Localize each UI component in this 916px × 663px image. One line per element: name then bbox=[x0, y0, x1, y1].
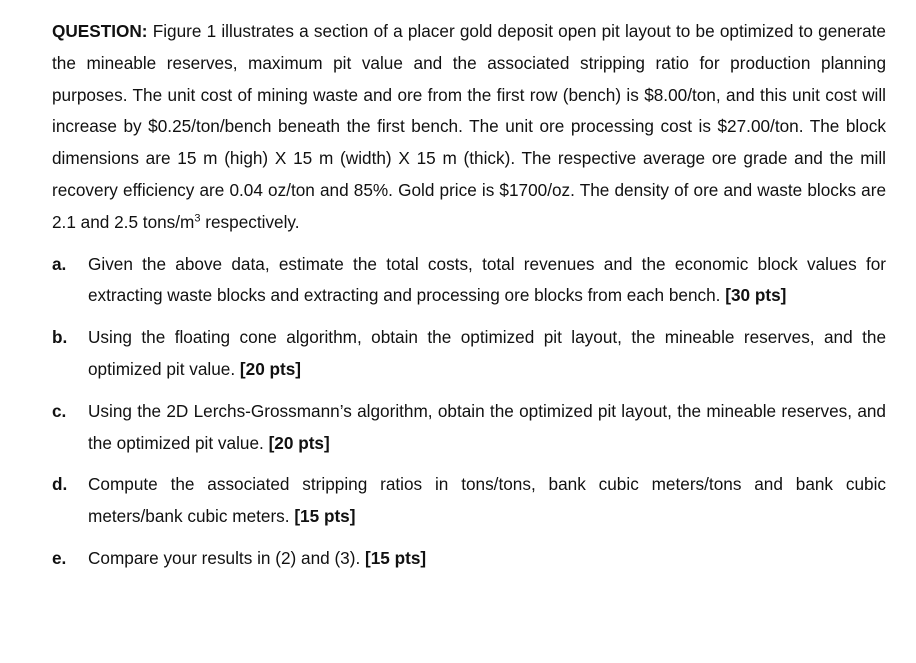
part-text: Compute the associated stripping ratios in tons/tons, bank cubic meters/tons and bank cubic meters/bank cubic meters. bbox=[88, 474, 886, 527]
part-letter: b. bbox=[52, 327, 68, 348]
part-b bbox=[52, 322, 886, 386]
part-a bbox=[52, 249, 886, 313]
part-text: Compare your results in (2) and (3). bbox=[88, 547, 366, 568]
question-text-end: respectively. bbox=[200, 211, 300, 232]
cubic-superscript: 3 bbox=[194, 212, 201, 225]
part-letter: d. bbox=[52, 474, 68, 495]
question-parts-list bbox=[52, 249, 886, 575]
part-text: Using the floating cone algorithm, obtain the optimized pit layout, the mineable reserves, and the optimized pit value. bbox=[88, 327, 886, 379]
part-points: [20 pts] bbox=[268, 432, 330, 453]
document-page bbox=[52, 16, 886, 585]
part-points: [15 pts] bbox=[294, 506, 356, 527]
question-label: QUESTION: bbox=[52, 21, 148, 41]
part-d bbox=[52, 469, 886, 533]
part-text: Using the 2D Lerchs-Grossmann’s algorithm, obtain the optimized pit layout, the mineable reserves, and the optimized pit value. bbox=[88, 400, 886, 453]
part-letter: e. bbox=[52, 547, 67, 568]
part-e bbox=[52, 543, 886, 575]
question-paragraph bbox=[52, 16, 886, 239]
part-letter: c. bbox=[52, 400, 67, 421]
part-points: [30 pts] bbox=[725, 285, 787, 306]
part-points: [20 pts] bbox=[239, 358, 302, 379]
question-text: Figure 1 illustrates a section of a placer gold deposit open pit layout to be optimized to generate the mineable reserves, maximum pit value and the associated stripping ratio for production planning purposes. The unit cost of mining waste and ore from the first row (bench) is $8.00/ton, and this unit cost will increase by $0.25/ton/bench beneath the first bench. The unit ore processing cost is $27.00/ton. The block dimensions are 15 m (high) X 15 m (width) X 15 m (thick). The respective average ore grade and the mill recovery efficiency are 0.04 oz/ton and 85%. Gold price is $1700/oz. The density of ore and waste blocks are 2.1 and 2.5 tons/m bbox=[52, 21, 886, 232]
part-c bbox=[52, 396, 886, 460]
part-text: Given the above data, estimate the total costs, total revenues and the economic block values for extracting waste blocks and extracting and processing ore blocks from each bench. bbox=[88, 253, 886, 306]
part-letter: a. bbox=[52, 253, 67, 274]
part-points: [15 pts] bbox=[365, 547, 427, 568]
